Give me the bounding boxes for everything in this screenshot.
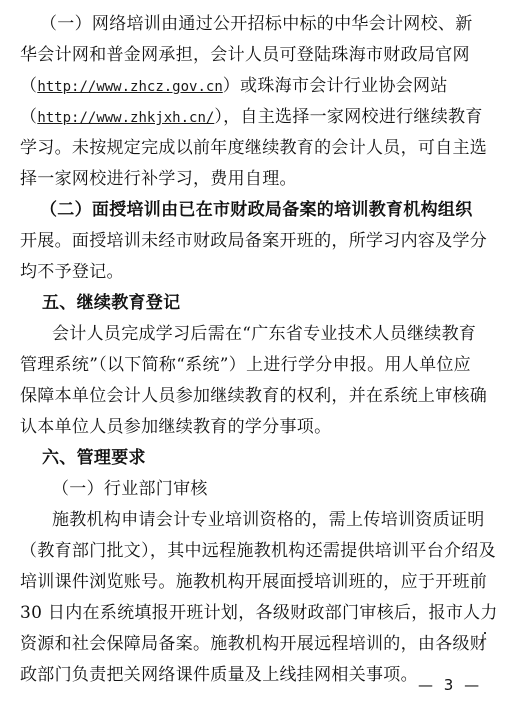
paren-open: （ (20, 76, 38, 96)
paragraph-line: 开展。面授培训未经市财政局备案开班的，所学习内容及学分 (20, 231, 488, 251)
page-number: — 3 — (418, 676, 483, 694)
paragraph-line: 施教机构申请会计专业培训资格的，需上传培训资质证明 (52, 510, 485, 530)
paragraph-line: 学习。未按规定完成以前年度继续教育的会计人员，可自主选 (20, 138, 488, 158)
paragraph-text: ）或珠海市会计行业协会网站 (222, 76, 448, 96)
section-heading: 五、继续教育登记 (42, 293, 181, 313)
paragraph-line: （二）面授培训由已在市财政局备案的培训教育机构组织 (40, 200, 473, 220)
zhcz-website-link[interactable]: http://www.zhcz.gov.cn (37, 79, 223, 95)
paragraph-text: ），自主选择一家网校进行继续教育 (214, 107, 483, 127)
stray-dot (484, 632, 486, 634)
paragraph-line: （一）网络培训由通过公开招标中标的中华会计网校、新 (40, 14, 473, 34)
paragraph-line: 政部门负责把关网络课件质量及上线挂网相关事项。 (20, 665, 418, 685)
paragraph-line (20, 76, 509, 97)
paragraph-line: 保障本单位会计人员参加继续教育的权利，并在系统上审核确 (20, 386, 488, 406)
paragraph-line: （教育部门批文），其中远程施教机构还需提供培训平台介绍及 (20, 541, 496, 561)
paragraph-line: 均不予登记。 (20, 262, 124, 282)
paragraph-line: 30 日内在系统填报开班计划，各级财政部门审核后，报市人力 (20, 603, 498, 623)
paragraph-line: 华会计网和普金网承担，会计人员可登陆珠海市财政局官网 (20, 45, 470, 65)
paragraph-line: 认本单位人员参加继续教育的学分事项。 (20, 417, 332, 437)
section-heading: 六、管理要求 (42, 448, 146, 468)
subsection-heading: （一）行业部门审核 (52, 479, 208, 499)
paragraph-line: 会计人员完成学习后需在“广东省专业技术人员继续教育 (52, 324, 477, 344)
paragraph-line: 资源和社会保障局备案。施教机构开展远程培训的，由各级财 (20, 634, 488, 654)
paragraph-line: 培训课件浏览账号。施教机构开展面授培训班的，应于开班前 (20, 572, 488, 592)
zhkjxh-website-link[interactable]: http://www.zhkjxh.cn/ (37, 110, 215, 126)
paragraph-line: 管理系统”（以下简称“系统”）上进行学分申报。用人单位应 (20, 355, 471, 375)
paragraph-line: 择一家网校进行补学习，费用自理。 (20, 169, 297, 189)
paragraph-line (20, 107, 509, 128)
paren-open: （ (20, 107, 38, 127)
